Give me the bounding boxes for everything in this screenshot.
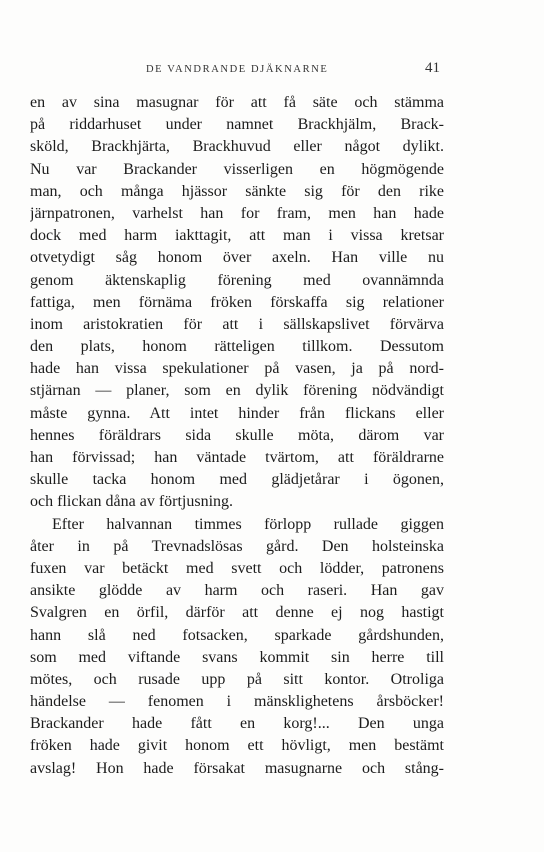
- text-line: på riddarhuset under namnet Brackhjälm, Brack-: [30, 116, 444, 134]
- text-line: genom äktenskaplig förening med ovannämnda: [30, 271, 444, 289]
- text-line: hennes föräldrars sida skulle möta, därom var: [30, 426, 444, 444]
- text-line: mötes, och rusade upp på sitt kontor. Otroliga: [30, 670, 444, 688]
- text-line: ansikte glödde av harm och raseri. Han gav: [30, 582, 444, 600]
- text-line: järnpatronen, varhelst han for fram, men han hade: [30, 204, 444, 222]
- text-line: händelse — fenomen i mänsklighetens årsböcker!: [30, 693, 444, 711]
- text-line: Brackander hade fått en korg!... Den unga: [30, 715, 444, 733]
- text-line: hann slå ned fotsacken, sparkade gårdshunden,: [30, 626, 444, 644]
- running-head: DE VANDRANDE DJÄKNARNE: [146, 64, 329, 75]
- text-line: stjärnan — planer, som en dylik förening nödvändigt: [30, 382, 444, 400]
- text-line: man, och många hjässor sänkte sig för den rike: [30, 182, 444, 200]
- text-line: fattiga, men förnäma fröken förskaffa sig relationer: [30, 293, 444, 311]
- text-line: åter in på Trevnadslösas gård. Den holsteinska: [30, 537, 444, 555]
- text-line: dock med harm iakttagit, att man i vissa kretsar: [30, 227, 444, 245]
- text-line: han förvissad; han väntade tvärtom, att föräldrarne: [30, 449, 444, 466]
- paragraph-end-line: och flickan dåna av förtjusning.: [30, 493, 234, 511]
- text-line: fuxen var betäckt med svett och lödder, patronens: [30, 559, 444, 577]
- text-line: skulle tacka honom med glädjetårar i ögonen,: [30, 471, 444, 489]
- text-line: Nu var Brackander visserligen en högmögende: [30, 160, 444, 178]
- text-line: sköld, Brackhjärta, Brackhuvud eller något dylikt.: [30, 138, 444, 156]
- text-line: den plats, honom rätteligen tillkom. Dessutom: [30, 338, 444, 356]
- text-line: hade han vissa spekulationer på vasen, ja på nord-: [30, 360, 444, 378]
- paragraph-start-line: Efter halvannan timmes förlopp rullade giggen: [52, 515, 444, 533]
- text-line: avslag! Hon hade försakat masugnarne och stång-: [30, 759, 444, 777]
- text-line: måste gynna. Att intet hinder från flickans eller: [30, 404, 444, 422]
- text-line: som med viftande svans kommit sin herre till: [30, 648, 444, 666]
- text-line: otvetydigt såg honom över axeln. Han ville nu: [30, 249, 444, 267]
- text-line: en av sina masugnar för att få säte och stämma: [30, 94, 444, 111]
- body-text: [30, 92, 444, 780]
- page-number: 41: [425, 60, 440, 76]
- text-line: fröken hade givit honom ett hövligt, men bestämt: [30, 737, 444, 755]
- text-line: Svalgren en örfil, därför att denne ej nog hastigt: [30, 604, 444, 622]
- text-line: inom aristokratien för att i sällskapslivet förvärva: [30, 315, 444, 333]
